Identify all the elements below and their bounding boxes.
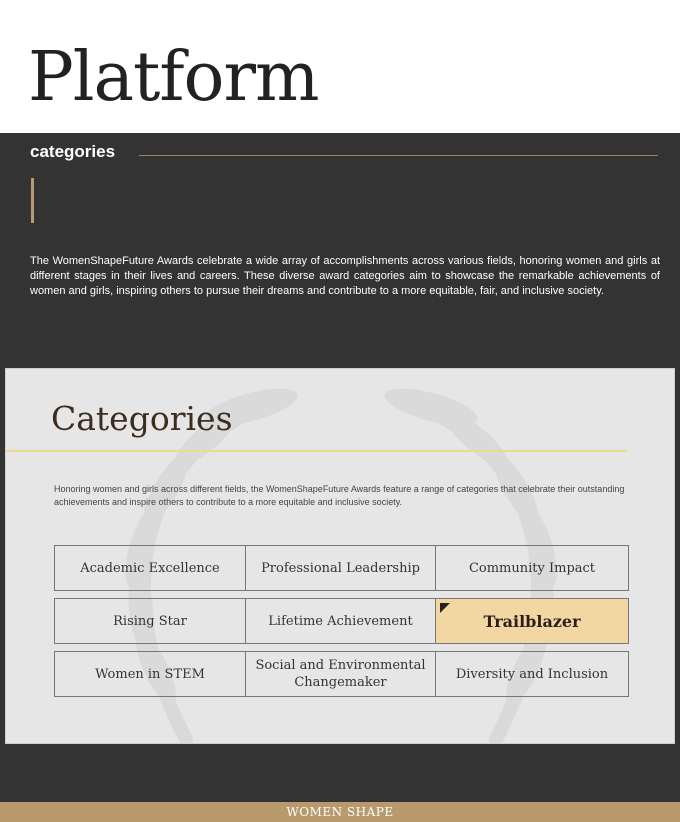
page-title: Platform bbox=[28, 38, 319, 117]
intro-text: The WomenShapeFuture Awards celebrate a wide array of accomplishments across various fields, honoring women and girls at different stages in their lives and careers. These diverse award categories aim to showcase the remarkable achievements of women and girls, inspiring others to pursue their dreams and contribute to a more equitable, fair, and inclusive society. bbox=[30, 255, 660, 297]
section-subheading: categories bbox=[30, 142, 116, 161]
category-lifetime-achievement[interactable]: Lifetime Achievement bbox=[246, 599, 436, 643]
category-diversity-inclusion[interactable]: Diversity and Inclusion bbox=[455, 666, 609, 682]
categories-panel bbox=[5, 368, 675, 744]
categories-grid bbox=[54, 545, 629, 704]
category-rising-star[interactable]: Rising Star bbox=[55, 599, 246, 643]
selected-corner-icon bbox=[440, 603, 450, 613]
footer-bar bbox=[0, 802, 680, 822]
category-women-in-stem[interactable]: Women in STEM bbox=[55, 652, 246, 696]
category-community-impact[interactable]: Community Impact bbox=[468, 560, 596, 576]
divider bbox=[139, 155, 658, 156]
accent-bar bbox=[31, 178, 34, 223]
categories-row bbox=[54, 545, 629, 591]
categories-title: Categories bbox=[51, 399, 233, 438]
category-label: Trailblazer bbox=[483, 611, 581, 631]
categories-description: Honoring women and girls across different fields, the WomenShapeFuture Awards feature a range of categories that celebrate their outstanding achievements and inspire others to contribute to a more equitable and inclusive society. bbox=[54, 484, 625, 507]
categories-row bbox=[54, 651, 629, 697]
category-social-environmental-changemaker[interactable]: Social and Environmental Changemaker bbox=[246, 652, 436, 696]
category-professional-leadership[interactable]: Professional Leadership bbox=[246, 546, 436, 590]
category-academic-excellence[interactable]: Academic Excellence bbox=[55, 546, 246, 590]
category-trailblazer[interactable] bbox=[436, 599, 628, 643]
title-underline bbox=[6, 450, 627, 452]
footer-text: WOMEN SHAPE bbox=[286, 805, 394, 819]
categories-row bbox=[54, 598, 629, 644]
header bbox=[0, 0, 680, 133]
